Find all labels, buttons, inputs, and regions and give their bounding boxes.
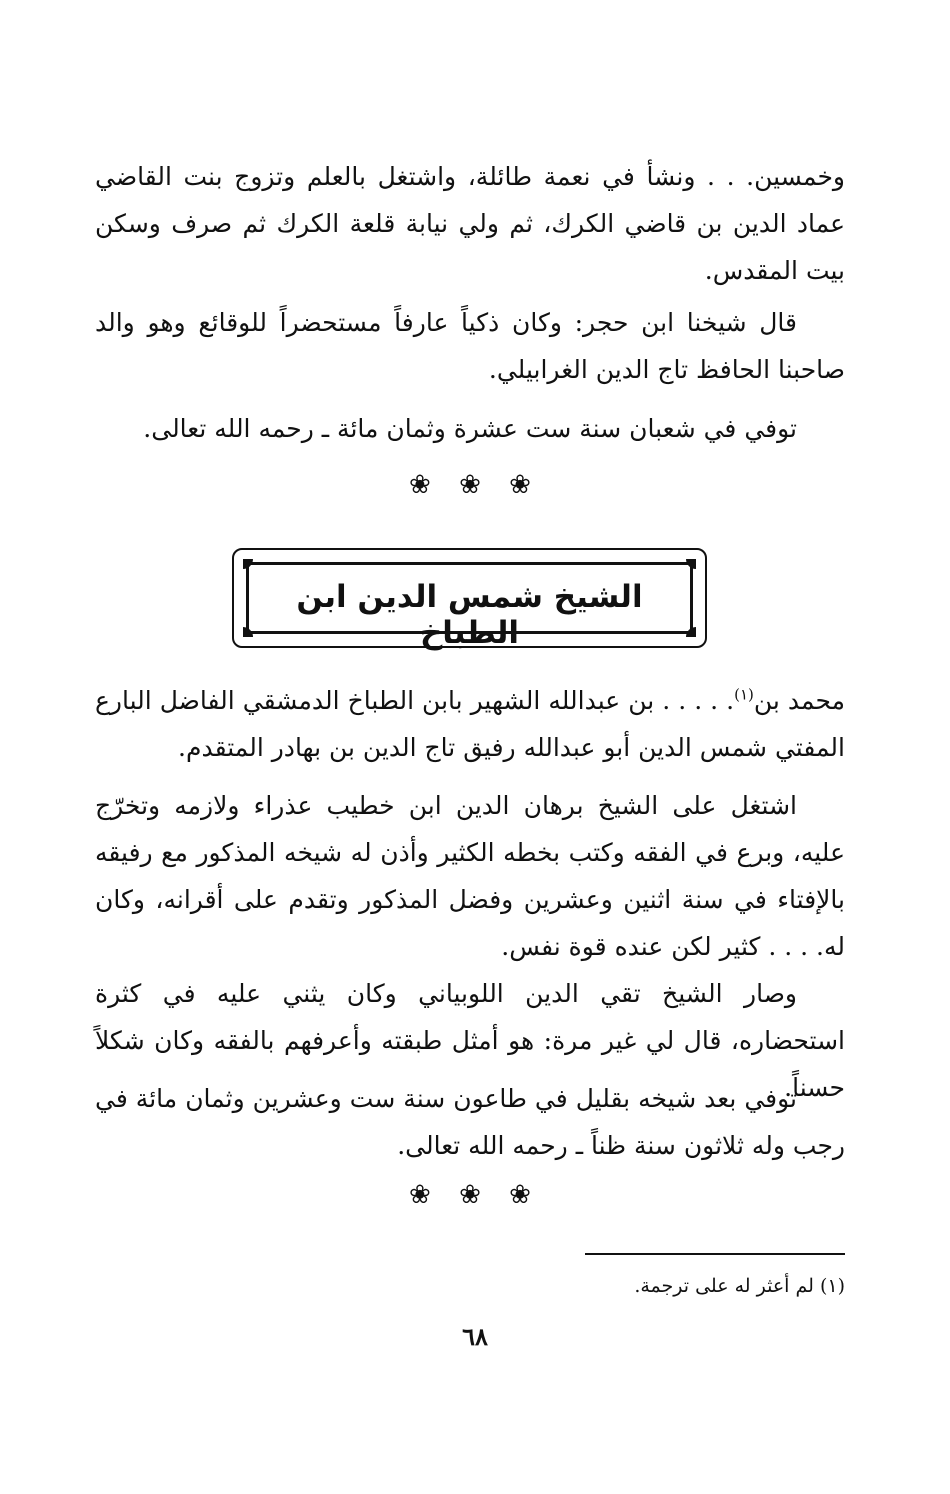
frame-corner-ornament [686,559,696,569]
paragraph-ibn-hajar-quote: قال شيخنا ابن حجر: وكان ذكياً عارفاً مستحضراً للوقائع وهو والد صاحبنا الحافظ تاج الدين الغرابيلي. [95,308,845,384]
ornament-divider: ❀ ❀ ❀ [409,470,541,500]
paragraph-studies: اشتغل على الشيخ برهان الدين ابن خطيب عذراء ولازمه وتخرّج عليه، وبرع في الفقه وكتب بخطه الكثير وأذن له شيخه المذكور مع رفيقه بالإفتاء في سنة اثنين وعشرين وفضل المذكور وتقدم على أقرانه، وكان له. . . . كثير لكن عنده قوة نفس. [95,791,845,961]
frame-corner-ornament [243,559,253,569]
paragraph-continuation: وخمسين. . . ونشأ في نعمة طائلة، واشتغل بالعلم وتزوج بنت القاضي عماد الدين بن قاضي الكرك، ثم ولي نيابة قلعة الكرك ثم صرف وسكن بيت المقدس. [95,162,845,285]
intro-rest: . . . . . بن عبدالله الشهير بابن الطباخ الدمشقي الفاضل البارع المفتي شمس الدين أبو عبدالله رفيق تاج الدين بن بهادر المتقدم. [95,686,845,762]
intro-lead: محمد بن [753,686,845,715]
paragraph-praise: وصار الشيخ تقي الدين اللوبياني وكان يثني عليه في كثرة استحضاره، قال لي غير مرة: هو أمثل طبقته وأعرفهم بالفقه وكان شكلاً حسناً. [95,979,845,1102]
ornament-divider: ❀ ❀ ❀ [409,1180,541,1210]
footnote-text: (١) لم أعثر له على ترجمة. [634,1275,845,1297]
section-title-inner-border [246,562,693,651]
section-title: الشيخ شمس الدين ابن الطباخ [296,579,643,651]
footnote-separator [585,1253,845,1255]
page-number: ٦٨ [462,1322,488,1351]
footnote-marker: (١) [734,685,754,704]
paragraph-death-date: توفي في شعبان سنة ست عشرة وثمان مائة ـ رحمه الله تعالى. [143,414,797,443]
paragraph-death: توفي بعد شيخه بقليل في طاعون سنة ست وعشرين وثمان مائة في رجب وله ثلاثون سنة ظناً ـ رحمه الله تعالى. [95,1084,845,1160]
paragraph-intro [95,677,845,771]
section-title-frame [232,548,707,651]
